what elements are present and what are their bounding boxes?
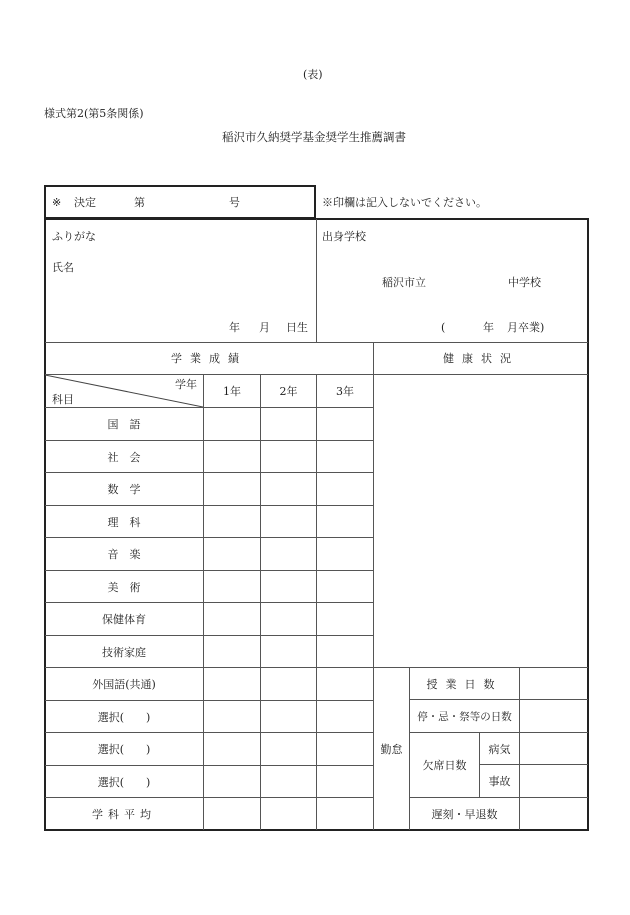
junior-high-label: 中学校 (508, 276, 541, 289)
grade-cell-year-1[interactable] (204, 668, 260, 700)
grades-section-title: 学業成績 (171, 352, 247, 365)
school-label: 出身学校 (322, 230, 366, 243)
grade-cell-year-1[interactable] (204, 473, 260, 505)
year-header-3: 3年 (336, 385, 354, 398)
divider (316, 219, 317, 342)
year-header-2: 2年 (279, 385, 298, 398)
grade-cell-year-3[interactable] (317, 798, 373, 830)
health-section-title: 健康状況 (443, 352, 519, 365)
side-label: (表) (303, 68, 323, 81)
grade-cell-year-2[interactable] (261, 636, 316, 667)
class-days-label: 授業日数 (426, 677, 503, 691)
decision-number-field[interactable] (150, 190, 226, 214)
grade-cell-year-1[interactable] (204, 733, 260, 765)
subject-label: 選択( ) (97, 775, 151, 789)
grade-cell-year-2[interactable] (261, 506, 316, 537)
birth-day-label: 日生 (286, 321, 308, 334)
accident-label: 事故 (488, 775, 511, 788)
grade-cell-year-2[interactable] (261, 701, 316, 732)
subject-label: 数 学 (107, 483, 141, 496)
grade-cell-year-2[interactable] (261, 408, 316, 440)
class-days-field[interactable] (520, 668, 587, 699)
subject-label: 社 会 (107, 450, 141, 464)
form-number: 様式第2(第5条関係) (44, 107, 144, 120)
grade-cell-year-1[interactable] (204, 506, 260, 537)
birth-year-label: 年 (229, 321, 240, 334)
subject-label: 選択( ) (97, 743, 151, 756)
grade-cell-year-3[interactable] (317, 408, 373, 440)
decision-dai: 第 (134, 196, 145, 209)
grade-cell-year-3[interactable] (317, 766, 373, 797)
document-title: 稲沢市久納奨学基金奨学生推薦調書 (222, 130, 406, 144)
illness-days-field[interactable] (520, 733, 587, 764)
grade-cell-year-1[interactable] (204, 701, 260, 732)
subject-label: 技術家庭 (102, 645, 146, 659)
grade-cell-year-1[interactable] (204, 441, 260, 472)
health-status-field[interactable] (374, 375, 588, 667)
corner-year-label: 学年 (175, 378, 197, 391)
decision-mark: ※ (52, 196, 62, 209)
absence-days-label: 欠席日数 (422, 759, 467, 772)
grade-cell-year-3[interactable] (317, 538, 373, 570)
grade-cell-year-1[interactable] (204, 603, 260, 635)
subject-label: 学科平均 (92, 808, 156, 821)
grade-cell-year-3[interactable] (317, 441, 373, 472)
grade-cell-year-3[interactable] (317, 733, 373, 765)
grade-cell-year-2[interactable] (261, 441, 316, 472)
grade-cell-year-1[interactable] (204, 538, 260, 570)
grade-cell-year-3[interactable] (317, 668, 373, 700)
subject-label: 理 科 (107, 515, 141, 529)
grade-cell-year-1[interactable] (204, 408, 260, 440)
grade-cell-year-3[interactable] (317, 701, 373, 732)
grade-cell-year-3[interactable] (317, 473, 373, 505)
grade-cell-year-1[interactable] (204, 798, 260, 830)
grade-cell-year-2[interactable] (261, 798, 316, 830)
grade-cell-year-2[interactable] (261, 538, 316, 570)
furigana-label: ふりがな (52, 230, 96, 243)
illness-label: 病気 (488, 742, 511, 756)
grade-cell-year-3[interactable] (317, 571, 373, 602)
attendance-label: 勤怠 (380, 743, 403, 756)
subject-label: 保健体育 (102, 613, 146, 626)
suspension-days-label: 停・忌・祭等の日数 (417, 710, 512, 723)
grade-cell-year-2[interactable] (261, 571, 316, 602)
subject-label: 国 語 (107, 418, 141, 431)
late-early-label: 遅刻・早退数 (431, 808, 498, 821)
decision-go: 号 (229, 196, 240, 209)
name-field[interactable] (90, 225, 310, 305)
name-label: 氏名 (52, 261, 74, 274)
late-early-field[interactable] (520, 798, 587, 830)
grade-cell-year-2[interactable] (261, 766, 316, 797)
grade-cell-year-2[interactable] (261, 668, 316, 700)
year-header-1: 1年 (223, 385, 241, 398)
grad-open-paren: ( (441, 321, 446, 334)
grade-cell-year-3[interactable] (317, 603, 373, 635)
corner-subject-label: 科目 (52, 393, 74, 406)
grade-cell-year-2[interactable] (261, 603, 316, 635)
grad-month-label: 月卒業) (507, 321, 545, 334)
subject-label: 外国語(共通) (92, 678, 156, 691)
accident-days-field[interactable] (520, 765, 587, 797)
subject-label: 美 術 (107, 580, 141, 594)
subject-label: 選択( ) (97, 710, 151, 724)
city-public-label: 稲沢市立 (382, 276, 426, 289)
school-name-field[interactable] (430, 270, 504, 294)
grade-cell-year-1[interactable] (204, 571, 260, 602)
grade-cell-year-2[interactable] (261, 733, 316, 765)
decision-label: 決定 (74, 196, 96, 209)
notice-text: ※印欄は記入しないでください。 (322, 196, 487, 209)
subject-label: 音 楽 (107, 548, 141, 561)
birth-month-label: 月 (259, 321, 270, 334)
suspension-days-field[interactable] (520, 700, 587, 732)
grade-cell-year-3[interactable] (317, 506, 373, 537)
grade-cell-year-1[interactable] (204, 766, 260, 797)
grade-cell-year-2[interactable] (261, 473, 316, 505)
grade-cell-year-3[interactable] (317, 636, 373, 667)
grad-year-label: 年 (483, 321, 494, 334)
grade-cell-year-1[interactable] (204, 636, 260, 667)
